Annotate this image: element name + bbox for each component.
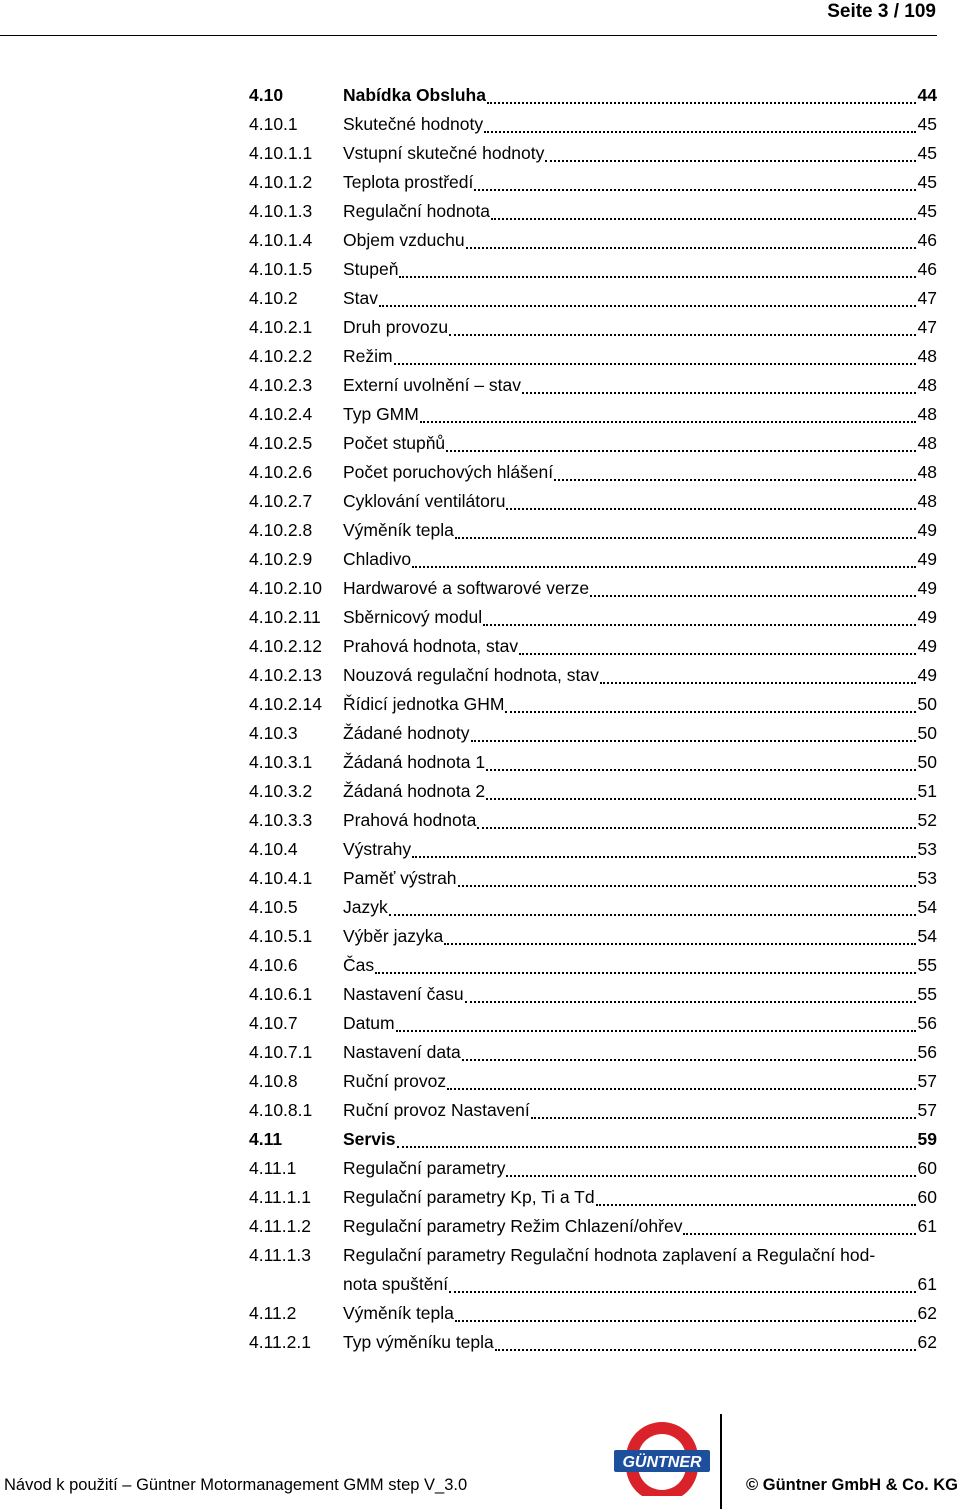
toc-entry[interactable] <box>249 1154 937 1183</box>
toc-title: Regulační parametry Regulační hodnota zaplavení a Regulační hod- <box>343 1245 876 1265</box>
toc-page: 61 <box>917 1216 937 1236</box>
toc-entry[interactable] <box>249 1212 937 1241</box>
toc-page: 56 <box>917 1042 937 1062</box>
toc-entry[interactable] <box>249 226 937 255</box>
toc-page: 61 <box>917 1274 937 1294</box>
toc-page: 59 <box>917 1129 937 1149</box>
toc-page: 54 <box>917 926 937 946</box>
toc-page: 45 <box>917 143 937 163</box>
toc-leader <box>412 566 915 568</box>
toc-title: Regulační hodnota <box>343 201 490 221</box>
toc-entry[interactable] <box>249 748 937 777</box>
toc-entry[interactable] <box>249 139 937 168</box>
toc-leader <box>554 479 915 481</box>
toc-page: 45 <box>917 172 937 192</box>
toc-number: 4.10.2 <box>249 288 298 308</box>
toc-entry[interactable] <box>249 893 937 922</box>
toc-number: 4.10.5.1 <box>249 926 313 946</box>
toc-number: 4.10.2.3 <box>249 375 313 395</box>
toc-page: 55 <box>917 955 937 975</box>
toc-leader <box>506 1175 915 1177</box>
toc-page: 48 <box>917 404 937 424</box>
toc-leader <box>519 653 915 655</box>
toc-title: Žádaná hodnota 1 <box>343 752 486 772</box>
toc-leader <box>477 827 915 829</box>
toc-page: 50 <box>917 723 937 743</box>
toc-number: 4.10.2.7 <box>249 491 313 511</box>
toc-title: Prahová hodnota, stav <box>343 636 519 656</box>
toc-title: Řídicí jednotka GHM <box>343 694 505 714</box>
toc-title: Nabídka Obsluha <box>343 85 486 105</box>
toc-leader <box>375 972 915 974</box>
toc-title: Vstupní skutečné hodnoty <box>343 143 545 163</box>
toc-page: 49 <box>917 665 937 685</box>
toc-leader <box>449 1291 915 1293</box>
toc-title: Skutečné hodnoty <box>343 114 484 134</box>
toc-page: 52 <box>917 810 937 830</box>
toc-number: 4.10.4 <box>249 839 298 859</box>
toc-number: 4.10.7 <box>249 1013 298 1033</box>
toc-page: 47 <box>917 317 937 337</box>
toc-entry[interactable] <box>249 342 937 371</box>
toc-entry[interactable] <box>249 951 937 980</box>
toc-leader <box>449 334 915 336</box>
toc-entry[interactable] <box>249 429 937 458</box>
toc-title: Ruční provoz Nastavení <box>343 1100 530 1120</box>
toc-page: 57 <box>917 1071 937 1091</box>
toc-title-continued: nota spuštění <box>343 1274 449 1294</box>
toc-number: 4.10 <box>249 85 284 105</box>
toc-title: Typ GMM <box>343 404 419 424</box>
header-rule <box>0 35 937 36</box>
toc-leader <box>590 595 915 597</box>
toc-title: Jazyk <box>343 897 388 917</box>
toc-page: 55 <box>917 984 937 1004</box>
toc-number: 4.11 <box>249 1129 283 1149</box>
toc-leader <box>683 1233 915 1235</box>
toc-entry[interactable] <box>249 603 937 632</box>
toc-entry[interactable] <box>249 777 937 806</box>
toc-title: Chladivo <box>343 549 412 569</box>
toc-page: 49 <box>917 636 937 656</box>
toc-number: 4.10.1.3 <box>249 201 313 221</box>
toc-title: Regulační parametry Kp, Ti a Td <box>343 1187 595 1207</box>
toc-entry[interactable] <box>249 1183 937 1212</box>
logo-text: GÜNTNER <box>622 1454 702 1471</box>
toc-entry[interactable] <box>249 255 937 284</box>
toc-leader <box>397 1146 916 1148</box>
toc-entry[interactable] <box>249 980 937 1009</box>
toc-title: Stupeň <box>343 259 399 279</box>
toc-leader <box>458 885 916 887</box>
toc-title: Regulační parametry Režim Chlazení/ohřev <box>343 1216 683 1236</box>
toc-number: 4.10.3 <box>249 723 298 743</box>
toc-title: Paměť výstrah <box>343 868 457 888</box>
toc-leader <box>495 1349 916 1351</box>
toc-number: 4.10.2.11 <box>249 607 321 627</box>
toc-number: 4.10.2.14 <box>249 694 322 714</box>
toc-number: 4.10.2.12 <box>249 636 322 656</box>
toc-number: 4.11.1.2 <box>249 1216 311 1236</box>
toc-entry[interactable] <box>249 313 937 342</box>
toc-number: 4.10.2.6 <box>249 462 313 482</box>
toc-number: 4.11.1.3 <box>249 1245 311 1265</box>
toc-number: 4.11.2.1 <box>249 1332 311 1352</box>
toc-leader <box>444 943 915 945</box>
toc-leader <box>447 1088 915 1090</box>
toc-entry[interactable] <box>249 574 937 603</box>
toc-number: 4.10.5 <box>249 897 298 917</box>
toc-number: 4.11.1.1 <box>249 1187 311 1207</box>
toc-number: 4.10.2.9 <box>249 549 313 569</box>
toc-number: 4.10.2.10 <box>249 578 322 598</box>
toc-leader <box>483 624 915 626</box>
toc-title: Objem vzduchu <box>343 230 465 250</box>
toc-entry[interactable] <box>249 1009 937 1038</box>
toc-title: Teplota prostředí <box>343 172 474 192</box>
toc-number: 4.10.2.8 <box>249 520 313 540</box>
toc-leader <box>394 363 916 365</box>
toc-number: 4.10.4.1 <box>249 868 313 888</box>
toc-leader <box>420 421 916 423</box>
toc-entry[interactable] <box>249 719 937 748</box>
page-header <box>0 0 960 36</box>
toc-title: Výměník tepla <box>343 1303 454 1323</box>
toc-entry[interactable] <box>249 1241 937 1299</box>
toc-leader <box>396 1030 916 1032</box>
toc-entry[interactable] <box>249 1096 937 1125</box>
toc-leader <box>412 856 915 858</box>
toc-page: 47 <box>917 288 937 308</box>
toc-page: 48 <box>917 375 937 395</box>
toc-title: Sběrnicový modul <box>343 607 483 627</box>
toc-leader <box>465 1001 916 1003</box>
toc-entry[interactable] <box>249 1299 937 1328</box>
toc-entry[interactable] <box>249 1067 937 1096</box>
table-of-contents <box>249 81 937 1357</box>
toc-page: 50 <box>917 752 937 772</box>
toc-page: 54 <box>917 897 937 917</box>
toc-entry[interactable] <box>249 197 937 226</box>
toc-number: 4.10.1.4 <box>249 230 313 250</box>
toc-entry[interactable] <box>249 284 937 313</box>
toc-number: 4.10.3.3 <box>249 810 313 830</box>
toc-number: 4.10.8.1 <box>249 1100 313 1120</box>
toc-leader <box>545 160 915 162</box>
toc-number: 4.10.1 <box>249 114 298 134</box>
toc-entry[interactable] <box>249 835 937 864</box>
toc-title: Hardwarové a softwarové verze <box>343 578 590 598</box>
toc-number: 4.10.2.1 <box>249 317 313 337</box>
toc-page: 62 <box>917 1332 937 1352</box>
toc-page: 53 <box>917 839 937 859</box>
toc-title: Výměník tepla <box>343 520 454 540</box>
toc-entry[interactable] <box>249 864 937 893</box>
toc-leader <box>506 508 915 510</box>
toc-leader <box>491 218 916 220</box>
toc-entry[interactable] <box>249 400 937 429</box>
toc-number: 4.10.2.5 <box>249 433 313 453</box>
toc-leader <box>522 392 916 394</box>
toc-page: 49 <box>917 607 937 627</box>
toc-leader <box>486 769 915 771</box>
toc-leader <box>487 102 916 104</box>
toc-title: Žádaná hodnota 2 <box>343 781 486 801</box>
toc-leader <box>596 1204 916 1206</box>
toc-page: 48 <box>917 433 937 453</box>
toc-leader <box>600 682 916 684</box>
toc-title: Datum <box>343 1013 395 1033</box>
toc-number: 4.10.8 <box>249 1071 298 1091</box>
toc-leader <box>486 798 915 800</box>
toc-page: 46 <box>917 259 937 279</box>
toc-leader <box>474 189 915 191</box>
page-number: Seite 3 / 109 <box>827 1 936 22</box>
toc-page: 51 <box>917 781 937 801</box>
toc-number: 4.11.2 <box>249 1303 297 1323</box>
toc-leader <box>446 450 915 452</box>
toc-entry[interactable] <box>249 632 937 661</box>
toc-leader <box>484 131 915 133</box>
toc-leader <box>505 711 915 713</box>
toc-entry[interactable] <box>249 922 937 951</box>
toc-leader <box>455 1320 916 1322</box>
toc-entry[interactable] <box>249 545 937 574</box>
toc-entry[interactable] <box>249 458 937 487</box>
toc-number: 4.10.2.2 <box>249 346 313 366</box>
toc-page: 48 <box>917 462 937 482</box>
toc-title: Stav <box>343 288 379 308</box>
toc-number: 4.10.1.2 <box>249 172 313 192</box>
toc-page: 60 <box>917 1158 937 1178</box>
toc-entry[interactable] <box>249 690 937 719</box>
toc-entry[interactable] <box>249 1038 937 1067</box>
toc-leader <box>399 276 915 278</box>
toc-number: 4.10.7.1 <box>249 1042 313 1062</box>
guntner-logo <box>612 1418 712 1496</box>
toc-title: Nouzová regulační hodnota, stav <box>343 665 599 685</box>
toc-page: 49 <box>917 578 937 598</box>
toc-page: 46 <box>917 230 937 250</box>
toc-number: 4.10.6 <box>249 955 298 975</box>
toc-title: Žádané hodnoty <box>343 723 470 743</box>
toc-title: Počet poruchových hlášení <box>343 462 554 482</box>
toc-entry[interactable] <box>249 81 937 110</box>
toc-page: 53 <box>917 868 937 888</box>
toc-page: 50 <box>917 694 937 714</box>
toc-leader <box>531 1117 916 1119</box>
toc-page: 45 <box>917 114 937 134</box>
toc-page: 45 <box>917 201 937 221</box>
toc-title: Režim <box>343 346 393 366</box>
toc-title: Prahová hodnota <box>343 810 477 830</box>
toc-number: 4.10.2.13 <box>249 665 322 685</box>
toc-number: 4.10.1.5 <box>249 259 313 279</box>
toc-title: Druh provozu <box>343 317 449 337</box>
toc-number: 4.10.2.4 <box>249 404 313 424</box>
toc-title: Ruční provoz <box>343 1071 447 1091</box>
toc-page: 57 <box>917 1100 937 1120</box>
toc-title: Nastavení data <box>343 1042 461 1062</box>
toc-title: Servis <box>343 1129 396 1149</box>
toc-entry[interactable] <box>249 661 937 690</box>
toc-page: 60 <box>917 1187 937 1207</box>
toc-leader <box>466 247 916 249</box>
toc-entry[interactable] <box>249 168 937 197</box>
toc-leader <box>462 1059 916 1061</box>
toc-title: Nastavení času <box>343 984 464 1004</box>
footer-divider <box>720 1414 722 1509</box>
toc-leader <box>471 740 916 742</box>
toc-entry[interactable] <box>249 110 937 139</box>
toc-title: Typ výměníku tepla <box>343 1332 494 1352</box>
toc-leader <box>379 305 916 307</box>
toc-title: Počet stupňů <box>343 433 446 453</box>
toc-entry[interactable] <box>249 1125 937 1154</box>
toc-title: Externí uvolnění – stav <box>343 375 522 395</box>
toc-title: Výběr jazyka <box>343 926 444 946</box>
toc-number: 4.10.3.1 <box>249 752 313 772</box>
footer-doc-title: Návod k použití – Güntner Motormanagement GMM step V_3.0 <box>4 1476 468 1494</box>
toc-title: Cyklování ventilátoru <box>343 491 506 511</box>
toc-number: 4.10.1.1 <box>249 143 313 163</box>
toc-entry[interactable] <box>249 516 937 545</box>
toc-page: 62 <box>917 1303 937 1323</box>
toc-number: 4.10.6.1 <box>249 984 313 1004</box>
toc-entry[interactable] <box>249 371 937 400</box>
toc-leader <box>389 914 916 916</box>
toc-page: 49 <box>917 549 937 569</box>
footer-copyright: © Güntner GmbH & Co. KG <box>746 1476 958 1494</box>
toc-page: 49 <box>917 520 937 540</box>
toc-page: 44 <box>917 85 937 105</box>
toc-entry[interactable] <box>249 1328 937 1357</box>
toc-title: Čas <box>343 955 375 975</box>
toc-page: 56 <box>917 1013 937 1033</box>
toc-entry[interactable] <box>249 487 937 516</box>
toc-page: 48 <box>917 491 937 511</box>
toc-title: Regulační parametry <box>343 1158 506 1178</box>
toc-title: Výstrahy <box>343 839 412 859</box>
toc-leader <box>455 537 916 539</box>
toc-entry[interactable] <box>249 806 937 835</box>
toc-page: 48 <box>917 346 937 366</box>
toc-number: 4.10.3.2 <box>249 781 313 801</box>
toc-number: 4.11.1 <box>249 1158 297 1178</box>
